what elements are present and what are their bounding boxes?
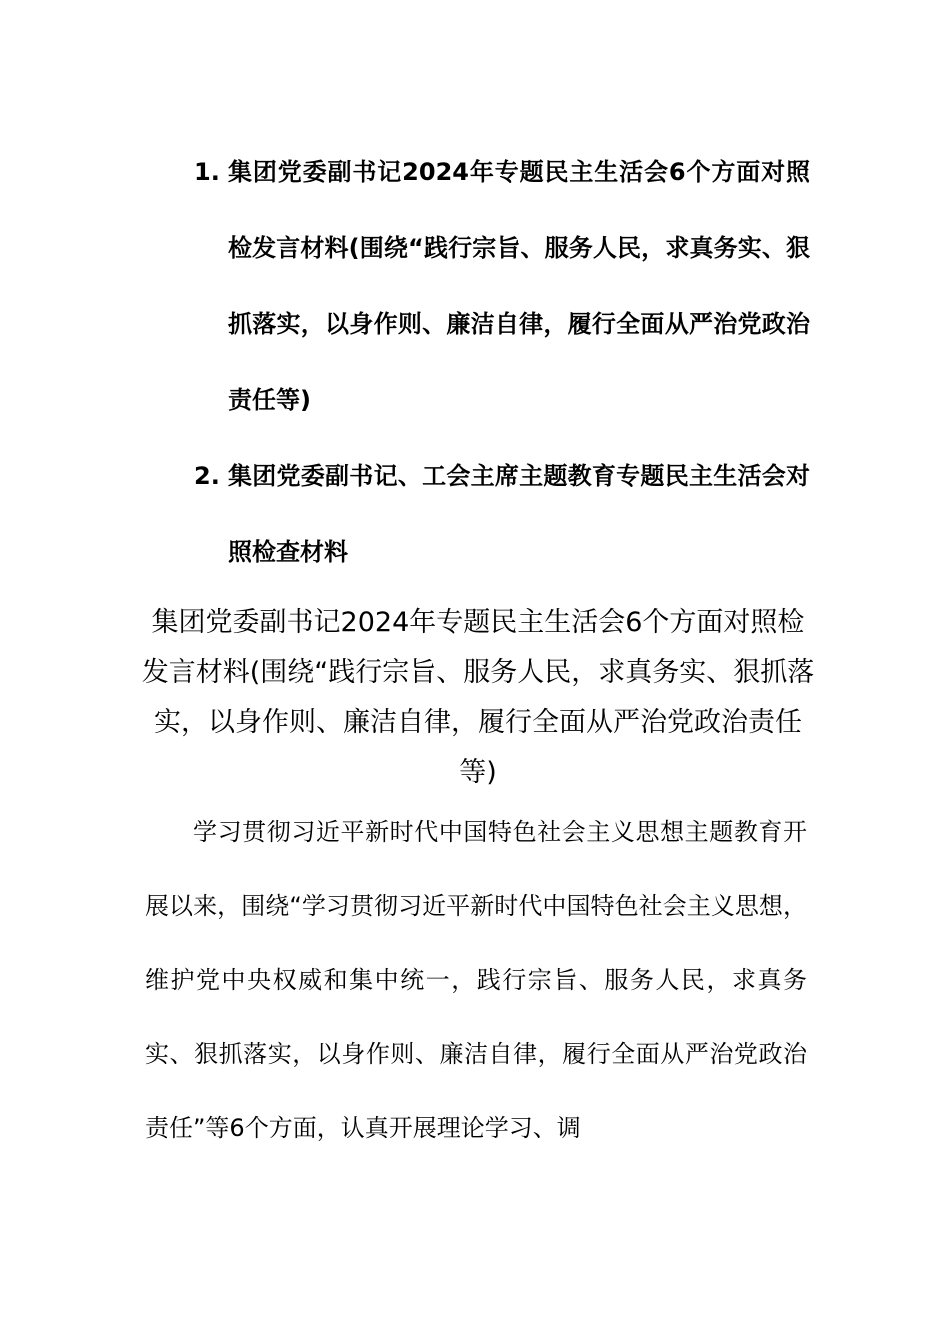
article-title: 集团党委副书记2024年专题民主生活会6个方面对照检发言材料(围绕“践行宗旨、服务人民，求真务实、狠抓落实，以身作则、廉洁自律，履行全面从严治党政治责任等) xyxy=(141,607,815,788)
toc-item-title: 集团党委副书记2024年专题民主生活会6个方面对照检发言材料(围绕“践行宗旨、服务人民，求真务实、狠抓落实，以身作则、廉洁自律，履行全面从严治党政治责任等) xyxy=(228,158,810,414)
toc-item-2[interactable] xyxy=(194,438,810,590)
article-paragraph: 学习贯彻习近平新时代中国特色社会主义思想主题教育开展以来，围绕“学习贯彻习近平新时代中国特色社会主义思想，维护党中央权威和集中统一，践行宗旨、服务人民，求真务实、狠抓落实，以身作则、廉洁自律，履行全面从严治党政治责任”等6个方面，认真开展理论学习、调 xyxy=(145,818,807,1142)
toc-item-number: 1. xyxy=(194,158,220,186)
toc-item-number: 2. xyxy=(194,462,220,490)
toc-item-1[interactable] xyxy=(194,134,810,438)
table-of-contents xyxy=(194,134,810,590)
toc-item-title: 集团党委副书记、工会主席主题教育专题民主生活会对照检查材料 xyxy=(228,462,810,566)
